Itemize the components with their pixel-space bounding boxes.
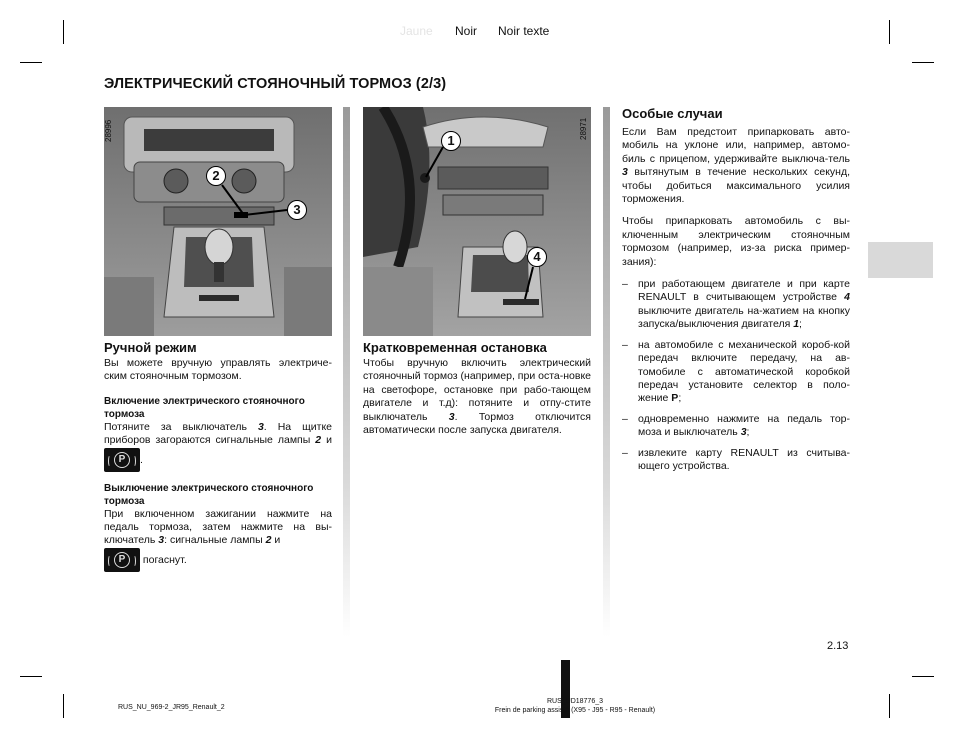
parking-brake-lamp-icon: P	[104, 548, 140, 572]
footer-left: RUS_NU_969-2_JR95_Renault_2	[118, 704, 225, 711]
crop-mark	[20, 62, 42, 63]
manual-mode-intro: Вы можете вручную управлять электриче-ским стояночным тормозом.	[104, 357, 332, 383]
color-label-noir-texte: Noir texte	[498, 24, 550, 38]
release-text: При включенном зажигании нажмите на педаль тормоза, затем нажмите на вы-ключатель 3: сигнальные лампы 2 и P погаснут.	[104, 508, 332, 572]
figure-parking-switch	[104, 107, 332, 336]
special-cases-list	[622, 278, 850, 473]
callout-2: 2	[206, 166, 226, 186]
special-cases-para1: Если Вам предстоит припарковать авто-мобиль на уклоне или, например, автомо-биль с прицепом, удерживайте выключа-тель 3 вытянутым в течение нескольких секунд, чтобы добиться максимального усилия торможения.	[622, 126, 850, 206]
engage-subheading: Включение электрического стояночного тормоза	[104, 395, 305, 420]
crop-mark	[63, 20, 64, 44]
crop-mark	[912, 62, 934, 63]
figure-start-button	[363, 107, 591, 336]
list-item: – одновременно нажмите на педаль тор-моза и выключатель 3;	[622, 413, 850, 440]
color-label-jaune: Jaune	[400, 24, 433, 38]
special-cases-para2: Чтобы припарковать автомобиль с вы-ключенным электрическим стояночным тормозом (например, из-за риска пример-зания):	[622, 215, 850, 268]
special-cases-section	[622, 106, 850, 480]
page-number: 2.13	[827, 640, 849, 652]
section-thumb-tab	[868, 242, 933, 278]
footer-right	[450, 697, 700, 715]
callout-3: 3	[287, 200, 307, 220]
manual-mode-heading: Ручной режим	[104, 340, 197, 355]
column-divider	[603, 107, 610, 637]
page-title: ЭЛЕКТРИЧЕСКИЙ СТОЯНОЧНЫЙ ТОРМОЗ (2/3)	[104, 76, 447, 92]
callout-leader-lines	[363, 107, 591, 336]
parking-brake-lamp-icon: P	[104, 448, 140, 472]
figure-code: 28971	[579, 117, 588, 140]
crop-mark	[889, 20, 890, 44]
short-stop-text: Чтобы вручную включить электрический стояночный тормоз (например, при оста-новке на светофоре, остановке при рабо-тающем двигателе и т.д): потяните и отпу-стите выключатель 3. Тормоз отключится автоматически после запуска двигателя.	[363, 357, 591, 437]
release-subheading: Выключение электрического стояночного тормоза	[104, 482, 314, 507]
list-item: – на автомобиле с механической короб-кой передач включите передачу, на ав-томобиле с автоматической коробкой передач установите селектор в поло-жение P;	[622, 339, 850, 406]
short-stop-section	[363, 340, 591, 437]
footer-doc-title: Frein de parking assisté (X95 - J95 - R95 - Renault)	[494, 707, 656, 714]
list-item: – при работающем двигателе и при карте RENAULT в считывающем устройстве 4 выключите двигатель на-жатием на кнопку запуска/выключения двигателя 1;	[622, 278, 850, 332]
callout-4: 4	[527, 247, 547, 267]
column-divider	[343, 107, 350, 637]
figure-code: 28996	[104, 119, 113, 142]
short-stop-heading: Кратковременная остановка	[363, 340, 547, 355]
manual-mode-section	[104, 340, 332, 572]
list-item: – извлеките карту RENAULT из считыва-ющего устройства.	[622, 447, 850, 474]
crop-mark	[20, 676, 42, 677]
crop-mark	[63, 694, 64, 718]
crop-mark	[912, 676, 934, 677]
callout-leader-lines	[104, 107, 332, 336]
footer-doc-code: RUS_UD18776_3	[546, 698, 604, 705]
callout-1: 1	[441, 131, 461, 151]
crop-mark	[889, 694, 890, 718]
color-label-noir: Noir	[455, 24, 478, 38]
special-cases-heading: Особые случаи	[622, 106, 723, 121]
engage-text: Потяните за выключатель 3. На щитке приборов загораются сигнальные лампы 2 и P .	[104, 421, 332, 472]
